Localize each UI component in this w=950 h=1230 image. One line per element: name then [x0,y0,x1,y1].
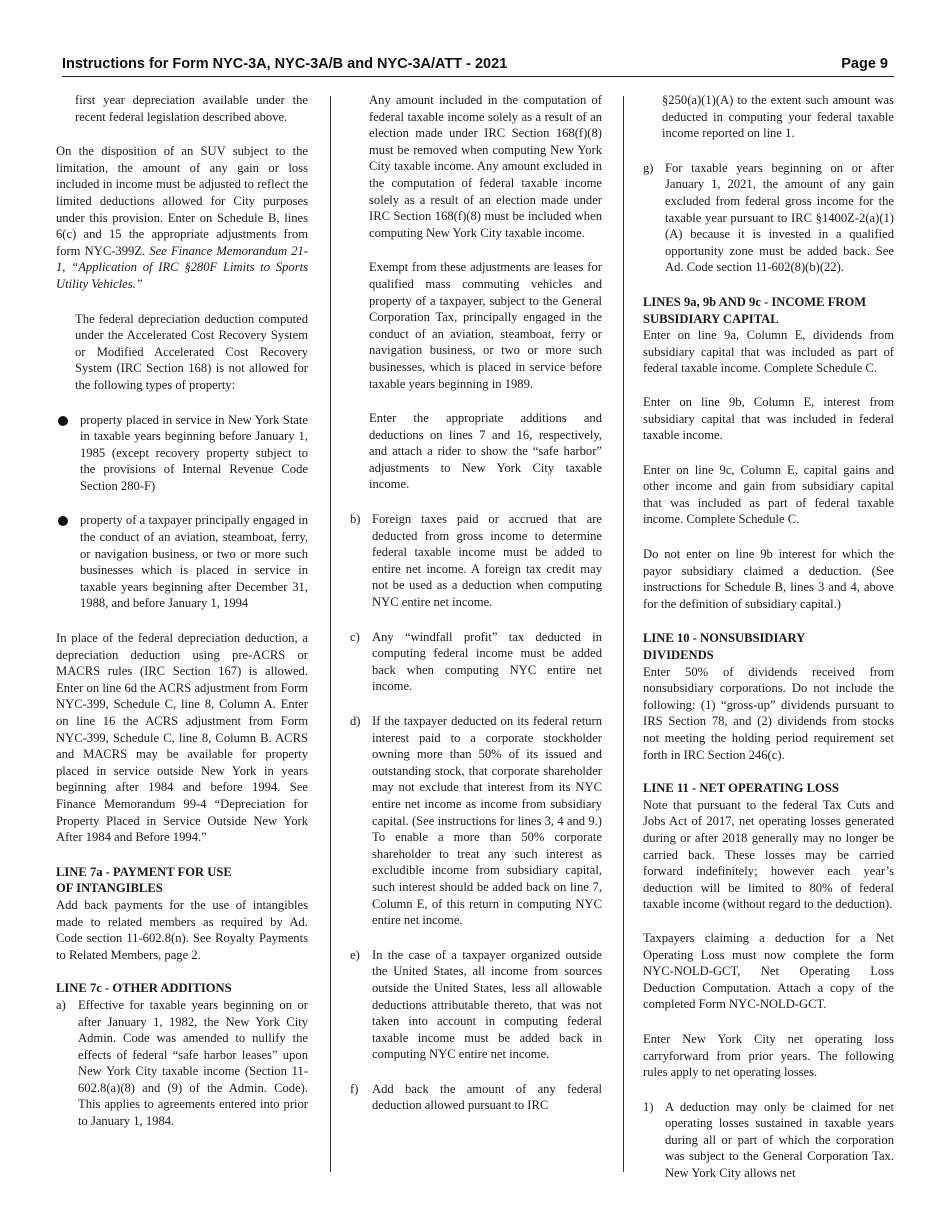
list-item [643,160,894,276]
bullet-item [56,412,308,495]
bullet-text: property of a taxpayer principally engaged in the conduct of an aviation, steamboat, ferry, or navigation business, or two or more such businesses which is placed in service in taxable years beginning after December 31, 1988, and before January 1, 1994 [80,513,308,611]
bullet-item [56,512,308,612]
memo-reference: See Finance Memorandum 21-1, “Application of IRC §280F Limits to Sports Utility Vehicles.” [56,243,308,291]
section-line-9 [643,294,894,377]
paragraph: The federal depreciation deduction computed under the Accelerated Cost Recovery System or Modified Accelerated Cost Recovery System (IRC Section 168) is not allowed for the following types of property: [75,311,308,392]
paragraph: Note that pursuant to the federal Tax Cuts and Jobs Act of 2017, net operating losses generated during or after 2018 generally may no longer be carried back. These losses may be carried forward indefinitely; however each year’s deduction will be limited to 80% of federal taxable income (without regard to the deduction). [643,797,894,912]
paragraph: Any amount included in the computation of federal taxable income solely as a result of an election made under IRC Section 168(f)(8) must be removed when computing New York City taxable income. Any amount excluded in the computation of federal taxable income solely as a result of an election made under IRC Section 168(f)(8) must be included when computing New York City taxable income. [369,93,602,240]
list-item [350,629,602,695]
list-text: Add back the amount of any federal deduction allowed pursuant to IRC [372,1081,602,1113]
column-middle [350,92,602,1132]
list-text: For taxable years beginning on or after January 1, 2021, the amount of any gain excluded from federal gross income for the taxable year pursuant to IRC §1400Z-2(a)(1)(A) because it is invested in a qualified opportunity zone must be added back. See Ad. Code section 11-602(8)(b)(22). [665,160,894,275]
paragraph: Add back payments for the use of intangibles made to related members as required by Ad. Code section 11-602.8(n). See Royalty Payments to Related Members, page 2. [56,897,308,962]
list-label: d) [350,714,361,728]
section-heading: SUBSIDIARY CAPITAL [643,311,779,326]
bullet-icon [56,412,80,495]
paragraph: Enter on line 9b, Column E, interest from subsidiary capital that was included in federal taxable income. [643,394,894,443]
list-item [350,511,602,611]
column-left [56,92,308,1148]
column-right [643,92,894,1200]
paragraph: In place of the federal depreciation deduction, a depreciation deduction using pre-ACRS or MACRS rules (IRC Section 167) is allowed. Enter on line 6d the ACRS adjustment from Form NYC-399, Schedule C, line 8, Column A. Enter on line 16 the ACRS adjustment from Form NYC-399, Schedule C, line 8, Column B. ACRS and MACRS may be available for property placed in service outside New York in years beginning after 1984 and before 1994. See Finance Memorandum 99-4 “Depreciation for Property Placed in Service Outside New York After 1984 and Before 1994.” [56,631,308,845]
section-heading: DIVIDENDS [643,648,714,663]
list-item [350,1081,602,1114]
paragraph: Enter New York City net operating loss carryforward from prior years. The following rules apply to net operating losses. [643,1031,894,1080]
paragraph: §250(a)(1)(A) to the extent such amount was deducted in computing your federal taxable income reported on line 1. [662,93,894,141]
list-label: g) [643,160,654,175]
list-item [350,947,602,1063]
list-label: e) [350,947,360,962]
page-header [62,56,894,77]
section-heading: LINES 9a, 9b AND 9c - INCOME FROM [643,294,867,309]
page-number: Page 9 [841,56,888,72]
list-text: Foreign taxes paid or accrued that are deducted from gross income to determine federal taxable income must be added to entire net income. A foreign tax credit may not be used as a deduction when computing NYC entire net income. [372,512,602,610]
section-heading: LINE 11 - NET OPERATING LOSS [643,781,839,796]
paragraph: first year depreciation available under the recent federal legislation described above. [75,93,308,124]
list-text: In the case of a taxpayer organized outside the United States, all income from sources outside the United States, less all allowable deductions attributable thereto, that was not taken into account in computing federal taxable income must be added back in computing NYC entire net income. [372,947,602,1062]
column-divider [330,96,331,1172]
list-text: A deduction may only be claimed for net operating losses sustained in taxable years during all or part of which the corporation was subject to the General Corporation Tax. New York City allows net [665,1099,894,1181]
paragraph: Enter on line 9a, Column E, dividends from subsidiary capital that was included as part of federal taxable income. Complete Schedule C. [643,328,894,376]
section-line-7a [56,864,308,964]
section-heading: LINE 7c - OTHER ADDITIONS [56,981,232,996]
column-divider [623,96,624,1172]
paragraph: Enter 50% of dividends received from nonsubsidiary corporations. Do not include the following: (1) “gross-up” dividends pursuant to IRS Section 78, and (2) dividends from stocks not meeting the holding period requirement set forth in IRC Section 246(c). [643,664,894,762]
section-heading: LINE 7a - PAYMENT FOR USE [56,864,232,879]
list-text: Any “windfall profit” tax deducted in computing federal income must be added back when computing NYC entire net income. [372,629,602,694]
bullet-icon [56,512,80,612]
list-text: If the taxpayer deducted on its federal return interest paid to a corporate stockholder owning more than 50% of its issued and outstanding stock, that corporate shareholder may not exclude that interest from its NYC entire net income as income from subsidiary capital. (See instructions for lines 3, 4 and 9.) To enable a more than 50% corporate shareholder to treat any such interest as excludible income from subsidiary capital, such interest should be added back on line 7, Column E, of this return in computing NYC entire net income. [372,714,602,928]
paragraph: Exempt from these adjustments are leases for qualified mass commuting vehicles and property of a taxpayer, subject to the General Corporation Tax, principally engaged in the conduct of an aviation, steamboat, ferry or navigation business, or two or more such businesses, which is placed in service before taxable years beginning in 1989. [369,260,602,391]
paragraph: Do not enter on line 9b interest for which the payor subsidiary claimed a deduction. (See instructions for Schedule B, lines 3 and 4, above for the definition of subsidiary capital.) [643,547,894,611]
list-item [643,1099,894,1182]
bullet-text: property placed in service in New York State in taxable years beginning before January 1, 1985 (except recovery property subject to the provisions of Internal Revenue Code Section 280-F) [80,412,308,493]
list-label: b) [350,512,361,527]
list-item [350,713,602,929]
section-heading: LINE 10 - NONSUBSIDIARY [643,631,806,646]
paragraph: Taxpayers claiming a deduction for a Net Operating Loss must now complete the form NYC-NOLD-GCT, Net Operating Loss Deduction Computation. Attach a copy of the completed Form NYC-NOLD-GCT. [643,930,894,1012]
list-label: 1) [643,1099,654,1114]
paragraph: Enter the appropriate additions and deductions on lines 7 and 16, respectively, and attach a rider to show the “safe harbor” adjustments to New York City taxable income. [369,411,602,492]
section-line-10 [643,630,894,763]
document-title: Instructions for Form NYC-3A, NYC-3A/B and NYC-3A/ATT - 2021 [62,56,508,72]
list-label: c) [350,629,360,644]
list-text: Effective for taxable years beginning on or after January 1, 1982, the New York City Admin. Code was amended to nullify the effects of federal “safe harbor leases” upon New York City taxable income (Section 11-602.8(a)(8) and (9) of the Admin. Code). This applies to agreements entered into prior to January 1, 1984. [78,997,308,1129]
list-label: a) [56,997,66,1012]
section-line-11 [643,780,894,913]
list-item [56,997,308,1130]
section-heading: OF INTANGIBLES [56,881,163,896]
paragraph [56,143,308,292]
paragraph: Enter on line 9c, Column E, capital gains and other income and gain from subsidiary capital that was included as part of federal taxable income. Complete Schedule C. [643,462,894,527]
list-label: f) [350,1081,359,1096]
paragraph-text: On the disposition of an SUV subject to the limitation, the amount of any gain or loss included in income must be adjusted to reflect the limited deductions allowed for City purposes under this provision. Enter on Schedule B, lines 6(c) and 15 the appropriate adjustments from form NYC-399Z. [56,144,308,258]
